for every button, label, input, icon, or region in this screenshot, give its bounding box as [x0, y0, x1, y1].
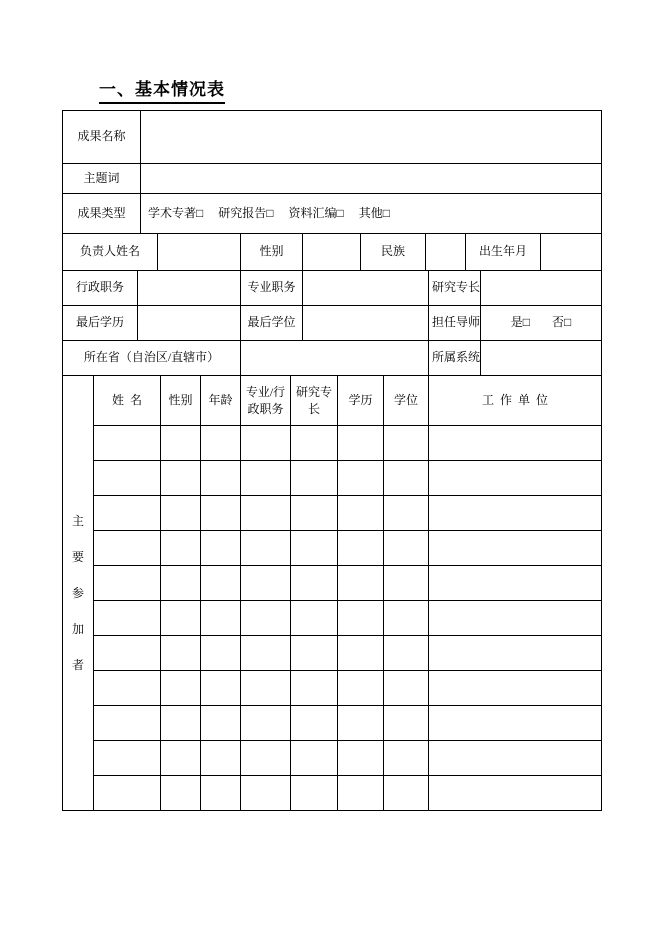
participant-cell[interactable]	[338, 741, 384, 776]
achievement-name-label: 成果名称	[63, 111, 141, 164]
participant-cell[interactable]	[384, 566, 429, 601]
mentor-options-cell	[481, 306, 602, 341]
participant-cell[interactable]	[161, 706, 201, 741]
participant-cell[interactable]	[161, 461, 201, 496]
research-specialty-label: 研究专长	[429, 271, 481, 306]
birth-date-label: 出生年月	[466, 234, 541, 271]
participant-cell[interactable]	[384, 741, 429, 776]
mentor-label: 担任导师	[429, 306, 481, 341]
participant-cell[interactable]	[338, 706, 384, 741]
participant-cell[interactable]	[429, 531, 602, 566]
participant-cell[interactable]	[161, 601, 201, 636]
birth-date-input-cell[interactable]	[541, 234, 602, 271]
header-gender: 性别	[161, 376, 201, 426]
participant-cell[interactable]	[241, 426, 291, 461]
participant-cell[interactable]	[291, 706, 338, 741]
participant-cell[interactable]	[201, 776, 241, 811]
participant-row	[94, 601, 602, 636]
participant-cell[interactable]	[201, 566, 241, 601]
participants-side-cell	[63, 376, 94, 811]
participant-cell[interactable]	[241, 706, 291, 741]
participants-rows	[94, 426, 602, 811]
admin-position-input-cell[interactable]	[138, 271, 241, 306]
participant-cell[interactable]	[241, 461, 291, 496]
participant-cell[interactable]	[161, 566, 201, 601]
participant-cell[interactable]	[201, 426, 241, 461]
checkbox-option-other[interactable]: 其他□	[358, 205, 390, 220]
participant-row	[94, 496, 602, 531]
participant-cell[interactable]	[338, 601, 384, 636]
ethnicity-label: 民族	[361, 234, 426, 271]
header-position: 专业/行政职务	[241, 376, 291, 426]
participant-cell[interactable]	[94, 496, 161, 531]
participant-cell[interactable]	[94, 706, 161, 741]
participant-cell[interactable]	[241, 636, 291, 671]
participant-cell[interactable]	[338, 461, 384, 496]
participant-cell[interactable]	[384, 671, 429, 706]
research-specialty-input-cell[interactable]	[481, 271, 602, 306]
participant-cell[interactable]	[338, 496, 384, 531]
participant-cell[interactable]	[291, 636, 338, 671]
participant-row	[94, 741, 602, 776]
participant-cell[interactable]	[94, 601, 161, 636]
participant-cell[interactable]	[291, 566, 338, 601]
participant-cell[interactable]	[241, 601, 291, 636]
keywords-input-cell[interactable]	[141, 164, 602, 194]
header-workunit: 工 作 单 位	[429, 376, 602, 426]
participant-cell[interactable]	[338, 426, 384, 461]
participant-cell[interactable]	[291, 671, 338, 706]
gender-input-cell[interactable]	[303, 234, 361, 271]
participant-cell[interactable]	[429, 706, 602, 741]
row-keywords	[63, 164, 602, 194]
participants-section	[63, 376, 602, 811]
participant-cell[interactable]	[384, 776, 429, 811]
checkbox-option-yes[interactable]: 是□	[510, 315, 530, 330]
participant-cell[interactable]	[291, 426, 338, 461]
education-label: 最后学历	[63, 306, 138, 341]
participant-cell[interactable]	[384, 601, 429, 636]
professional-position-input-cell[interactable]	[303, 271, 429, 306]
participant-cell[interactable]	[384, 461, 429, 496]
participant-cell[interactable]	[291, 496, 338, 531]
row-achievement-type	[63, 194, 602, 234]
system-label: 所属系统	[429, 341, 481, 376]
header-degree: 学位	[384, 376, 429, 426]
checkbox-option-report[interactable]: 研究报告□	[218, 205, 274, 220]
participant-cell[interactable]	[241, 531, 291, 566]
participant-cell[interactable]	[201, 706, 241, 741]
participant-cell[interactable]	[338, 636, 384, 671]
participant-row	[94, 426, 602, 461]
participant-cell[interactable]	[201, 461, 241, 496]
participant-cell[interactable]	[429, 671, 602, 706]
province-label: 所在省（自治区/直辖市）	[63, 341, 241, 376]
participant-cell[interactable]	[338, 671, 384, 706]
participant-cell[interactable]	[338, 776, 384, 811]
participant-cell[interactable]	[161, 776, 201, 811]
leader-name-input-cell[interactable]	[158, 234, 241, 271]
row-leader	[63, 234, 602, 271]
participant-cell[interactable]	[429, 496, 602, 531]
participant-cell[interactable]	[94, 776, 161, 811]
participant-cell[interactable]	[94, 426, 161, 461]
participant-row	[94, 776, 602, 811]
page-title: 一、基本情况表	[99, 80, 225, 104]
checkbox-option-compilation[interactable]: 资料汇编□	[288, 205, 344, 220]
row-education	[63, 306, 602, 341]
participant-row	[94, 636, 602, 671]
participant-cell[interactable]	[94, 636, 161, 671]
admin-position-label: 行政职务	[63, 271, 138, 306]
participant-cell[interactable]	[429, 776, 602, 811]
participant-cell[interactable]	[201, 601, 241, 636]
participant-cell[interactable]	[241, 671, 291, 706]
participants-header-row	[94, 376, 602, 426]
participant-cell[interactable]	[384, 636, 429, 671]
achievement-name-input-cell[interactable]	[141, 111, 602, 164]
participant-cell[interactable]	[94, 531, 161, 566]
participant-cell[interactable]	[94, 566, 161, 601]
degree-label: 最后学位	[241, 306, 303, 341]
achievement-type-label: 成果类型	[63, 194, 141, 234]
participant-cell[interactable]	[161, 496, 201, 531]
participant-cell[interactable]	[201, 531, 241, 566]
achievement-type-options-cell	[141, 194, 602, 234]
participant-cell[interactable]	[201, 741, 241, 776]
participant-cell[interactable]	[429, 566, 602, 601]
participant-cell[interactable]	[338, 531, 384, 566]
participant-row	[94, 566, 602, 601]
leader-name-label: 负责人姓名	[63, 234, 158, 271]
header-age: 年龄	[201, 376, 241, 426]
participant-cell[interactable]	[429, 741, 602, 776]
participant-cell[interactable]	[241, 566, 291, 601]
row-location	[63, 341, 602, 376]
participant-cell[interactable]	[201, 671, 241, 706]
participant-cell[interactable]	[429, 426, 602, 461]
ethnicity-input-cell[interactable]	[426, 234, 466, 271]
participants-grid	[94, 376, 602, 811]
gender-label: 性别	[241, 234, 303, 271]
participant-cell[interactable]	[201, 636, 241, 671]
degree-input-cell[interactable]	[303, 306, 429, 341]
header-education: 学历	[338, 376, 384, 426]
participant-cell[interactable]	[241, 776, 291, 811]
participant-cell[interactable]	[94, 741, 161, 776]
basic-info-table	[62, 110, 602, 811]
participant-cell[interactable]	[384, 706, 429, 741]
system-input-cell[interactable]	[481, 341, 602, 376]
participant-row	[94, 671, 602, 706]
participant-cell[interactable]	[429, 461, 602, 496]
participant-cell[interactable]	[291, 741, 338, 776]
participant-cell[interactable]	[161, 741, 201, 776]
education-input-cell[interactable]	[138, 306, 241, 341]
participant-cell[interactable]	[161, 671, 201, 706]
header-research: 研究专长	[291, 376, 338, 426]
participant-cell[interactable]	[291, 461, 338, 496]
participant-cell[interactable]	[161, 531, 201, 566]
participant-cell[interactable]	[429, 636, 602, 671]
participant-cell[interactable]	[291, 601, 338, 636]
province-input-cell[interactable]	[241, 341, 429, 376]
participant-row	[94, 706, 602, 741]
participant-cell[interactable]	[291, 776, 338, 811]
row-achievement-name	[63, 111, 602, 164]
row-positions	[63, 271, 602, 306]
participant-row	[94, 531, 602, 566]
keywords-label: 主题词	[63, 164, 141, 194]
participant-cell[interactable]	[384, 426, 429, 461]
participant-row	[94, 461, 602, 496]
checkbox-option-no[interactable]: 否□	[552, 315, 572, 330]
participant-cell[interactable]	[384, 496, 429, 531]
participant-cell[interactable]	[94, 671, 161, 706]
participant-cell[interactable]	[291, 531, 338, 566]
participant-cell[interactable]	[384, 531, 429, 566]
participant-cell[interactable]	[161, 426, 201, 461]
participant-cell[interactable]	[94, 461, 161, 496]
participants-side-label: 主要参加者	[71, 514, 84, 672]
participant-cell[interactable]	[201, 496, 241, 531]
participant-cell[interactable]	[241, 741, 291, 776]
participant-cell[interactable]	[161, 636, 201, 671]
header-name: 姓 名	[94, 376, 161, 426]
participant-cell[interactable]	[241, 496, 291, 531]
checkbox-option-monograph[interactable]: 学术专著□	[148, 205, 204, 220]
participant-cell[interactable]	[338, 566, 384, 601]
participant-cell[interactable]	[429, 601, 602, 636]
professional-position-label: 专业职务	[241, 271, 303, 306]
